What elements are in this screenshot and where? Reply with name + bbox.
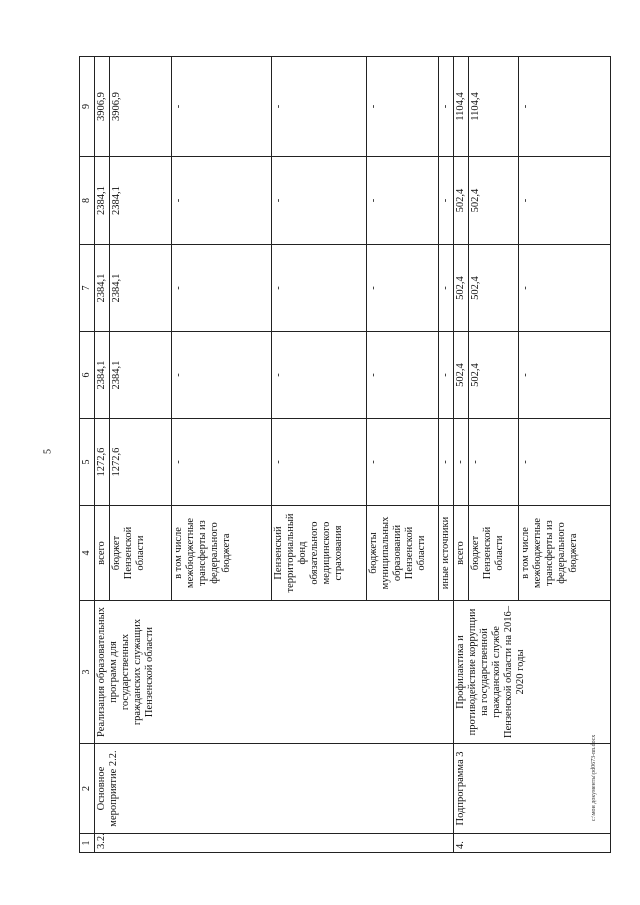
value-cell: - [518, 57, 610, 157]
value-cell: - [171, 332, 271, 419]
value-cell: 1104,4 [468, 57, 518, 157]
header-cell: 4 [80, 506, 95, 601]
header-cell: 7 [80, 245, 95, 332]
value-cell: - [438, 57, 453, 157]
value-cell: - [518, 245, 610, 332]
header-cell: 2 [80, 744, 95, 834]
value-cell: 502,4 [468, 245, 518, 332]
value-cell: - [271, 332, 366, 419]
source-cell: в том числе межбюджетные трансферты из федерального бюджета [171, 506, 271, 601]
value-cell: 502,4 [468, 157, 518, 245]
source-cell: иные источники [438, 506, 453, 601]
value-cell: - [271, 57, 366, 157]
source-cell: в том числе межбюджетные трансферты из федерального бюджета [518, 506, 610, 601]
header-cell: 3 [80, 601, 95, 744]
footer-file-path: c:\мои документы\pd0673-nn.docx [591, 734, 597, 822]
value-cell: - [171, 157, 271, 245]
value-cell: 3906,9 [109, 57, 171, 157]
value-cell: - [171, 57, 271, 157]
header-cell: 1 [80, 834, 95, 853]
value-cell: - [271, 419, 366, 506]
value-cell: - [366, 332, 438, 419]
value-cell: 1272,6 [94, 419, 109, 506]
source-cell: всего [94, 506, 109, 601]
value-cell: - [366, 245, 438, 332]
value-cell: 2384,1 [109, 245, 171, 332]
value-cell: 502,4 [468, 332, 518, 419]
source-cell: бюджет Пензенской области [109, 506, 171, 601]
value-cell: - [438, 332, 453, 419]
header-cell: 8 [80, 157, 95, 245]
row-description: Реализация образовательных программ для государственных гражданских служащих Пензенской области [94, 601, 453, 744]
row-id: 3.2. [94, 834, 453, 853]
header-row [80, 57, 95, 853]
value-cell: - [453, 419, 468, 506]
page-number: 5 [42, 449, 54, 454]
row-name: Основное мероприятие 2.2. [94, 744, 453, 834]
source-cell: бюджет Пензенской области [468, 506, 518, 601]
value-cell: - [366, 57, 438, 157]
value-cell: - [366, 419, 438, 506]
value-cell: 2384,1 [94, 245, 109, 332]
value-cell: - [171, 419, 271, 506]
value-cell: 502,4 [453, 245, 468, 332]
header-cell: 9 [80, 57, 95, 157]
value-cell: - [518, 332, 610, 419]
value-cell: 3906,9 [94, 57, 109, 157]
value-cell: - [468, 419, 518, 506]
header-cell: 5 [80, 419, 95, 506]
value-cell: 1104,4 [453, 57, 468, 157]
row-description: Профилактика и противодействие коррупции на государственной гражданской службе Пензенской области на 2016–2020 годы [453, 601, 610, 744]
value-cell: - [438, 419, 453, 506]
budget-table [79, 56, 611, 853]
value-cell: 2384,1 [109, 332, 171, 419]
value-cell: - [366, 157, 438, 245]
row-id: 4. [453, 834, 610, 853]
value-cell: 2384,1 [109, 157, 171, 245]
value-cell: - [518, 419, 610, 506]
row-name: Подпрограмма 3 [453, 744, 610, 834]
value-cell: 2384,1 [94, 157, 109, 245]
value-cell: - [271, 157, 366, 245]
source-cell: бюджеты муниципальных образований Пензенской области [366, 506, 438, 601]
rotated-table-container [79, 57, 611, 853]
value-cell: 502,4 [453, 157, 468, 245]
header-cell: 6 [80, 332, 95, 419]
value-cell: - [438, 157, 453, 245]
value-cell: - [438, 245, 453, 332]
value-cell: 502,4 [453, 332, 468, 419]
table-row [94, 57, 109, 853]
value-cell: - [518, 157, 610, 245]
value-cell: - [171, 245, 271, 332]
source-cell: Пензенский территориальный фонд обязательного медицинского страхования [271, 506, 366, 601]
table-row [453, 57, 468, 853]
value-cell: - [271, 245, 366, 332]
value-cell: 1272,6 [109, 419, 171, 506]
source-cell: всего [453, 506, 468, 601]
value-cell: 2384,1 [94, 332, 109, 419]
